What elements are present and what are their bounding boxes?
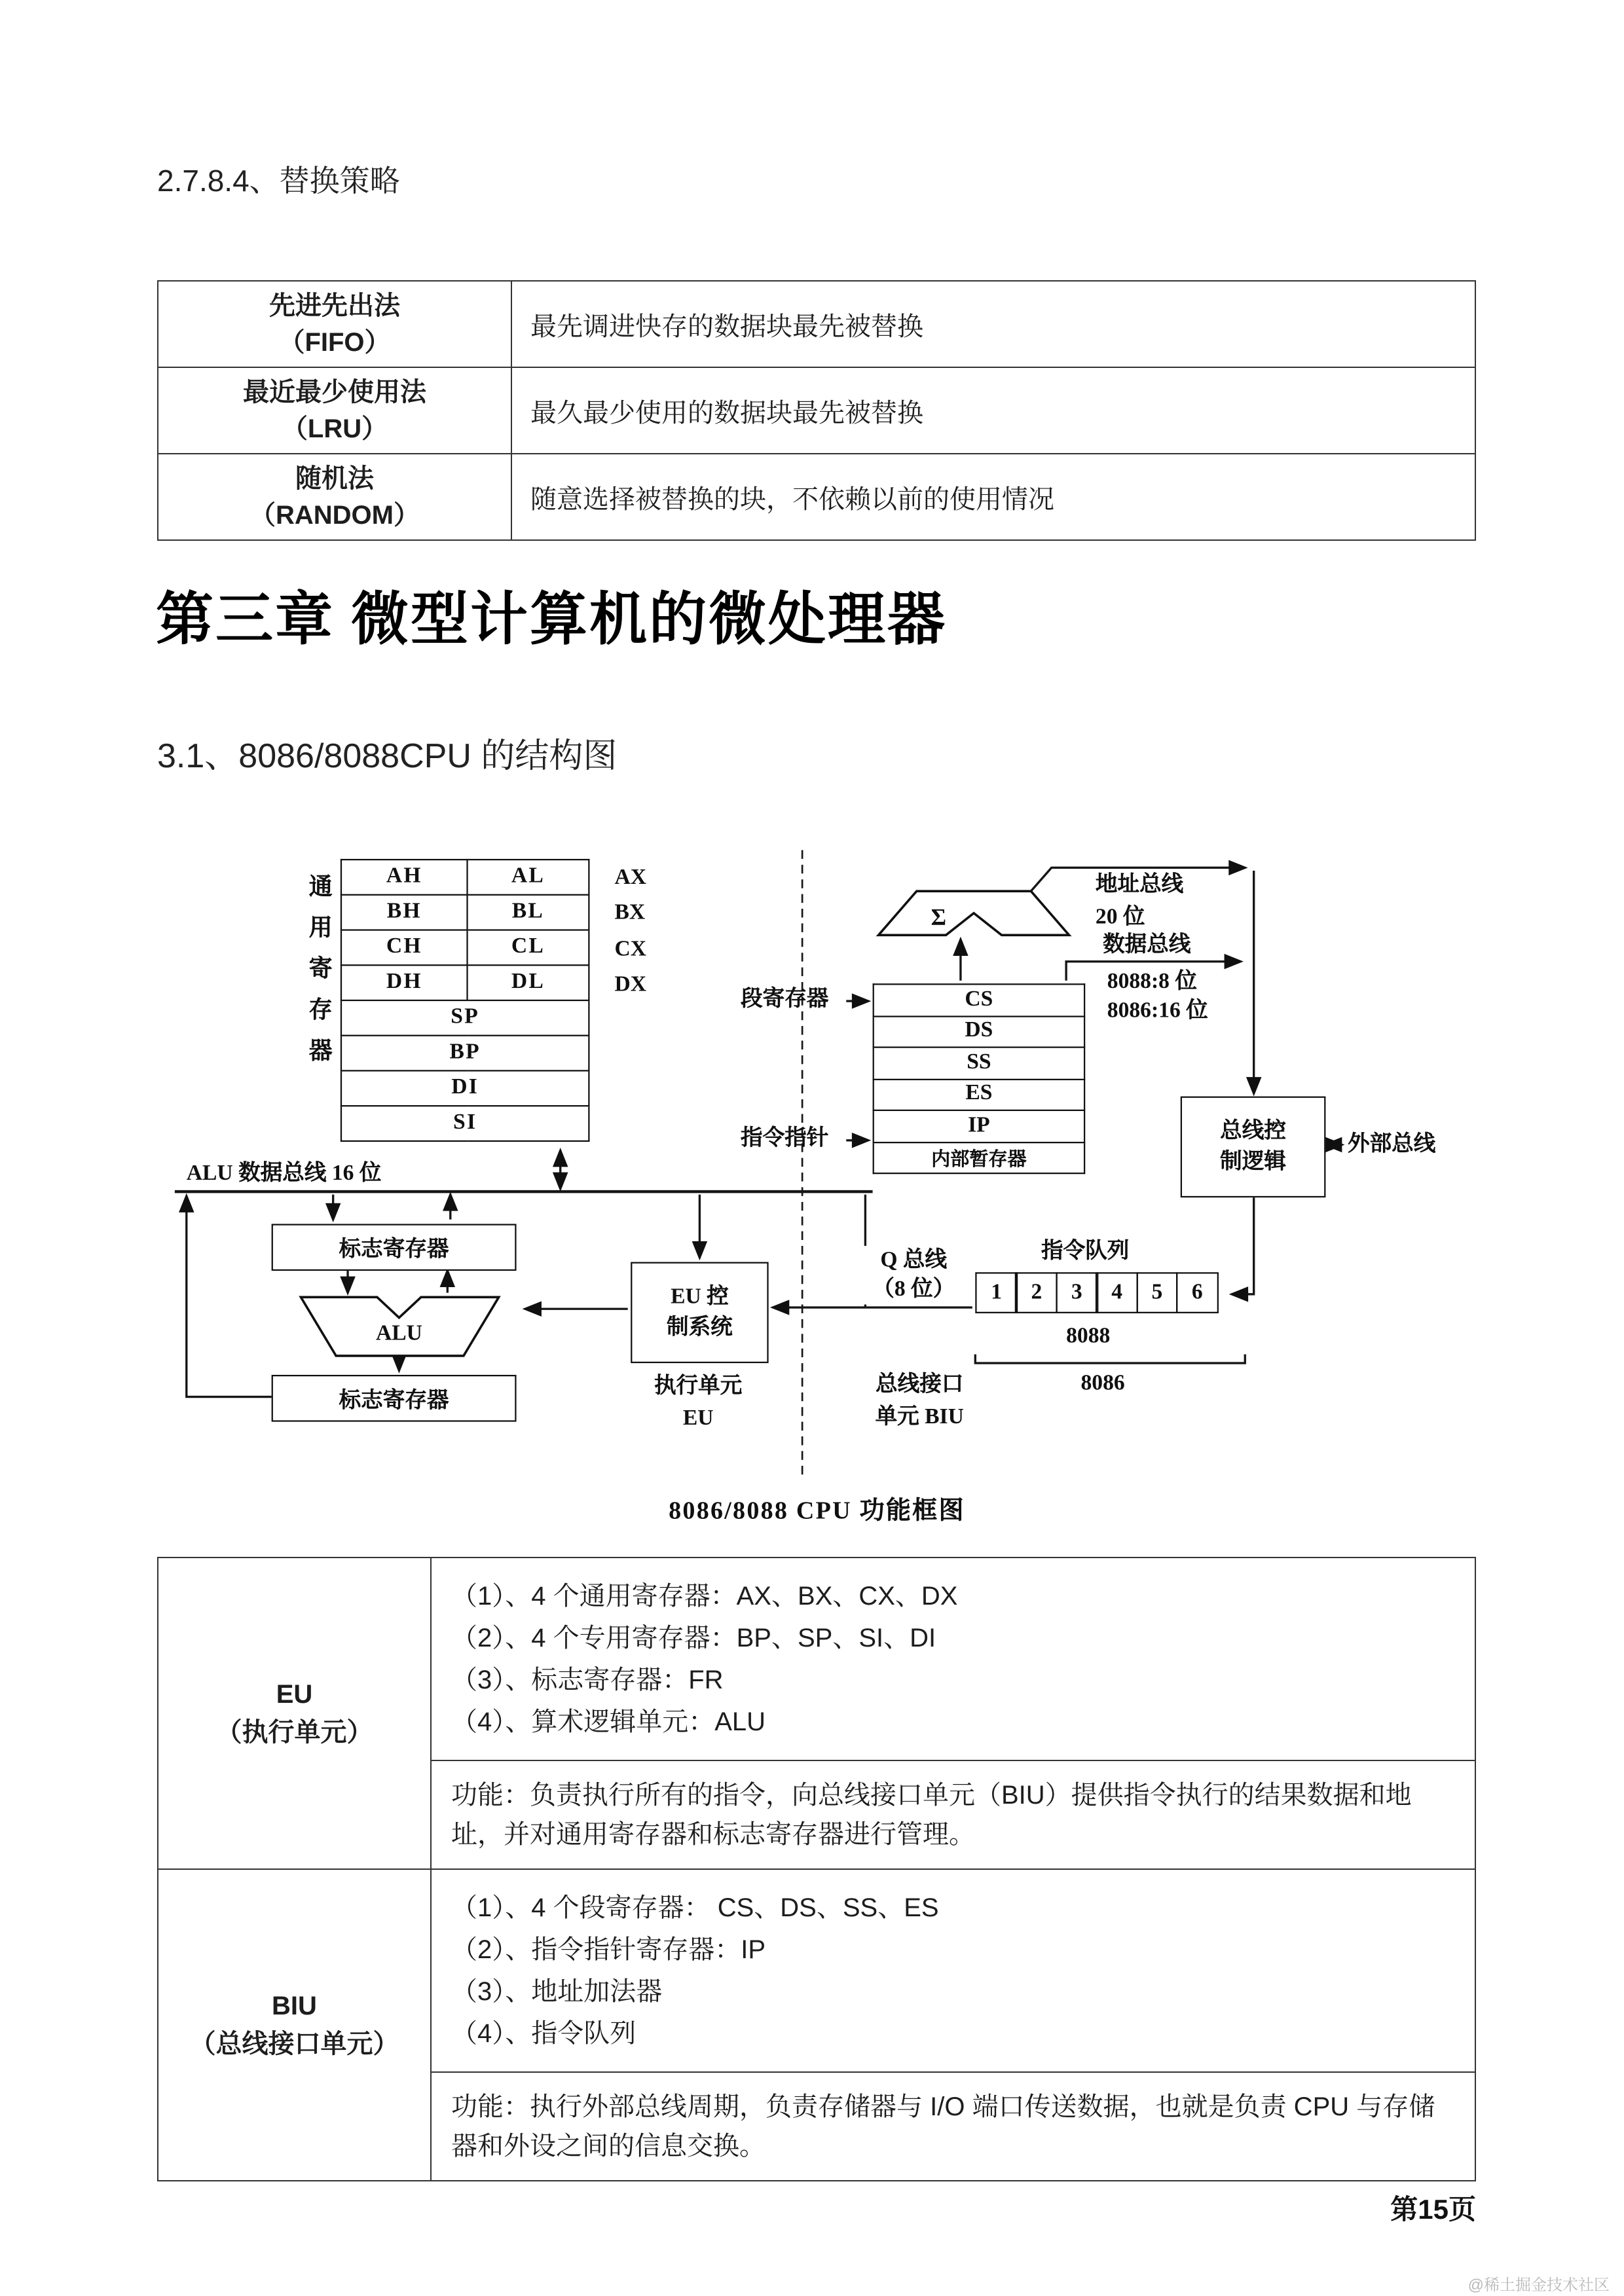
cpu-diagram-inner (157, 847, 1477, 1536)
segment-registers-label: 段寄存器 (741, 987, 829, 1011)
biu-item: （2）、指令指针寄存器：IP (451, 1935, 766, 1964)
method-name-cell (158, 454, 511, 540)
eu-name: EU (276, 1680, 313, 1709)
segment-register-cell: DS (874, 1015, 1084, 1047)
address-bus-width-label: 20 位 (1095, 905, 1145, 930)
biu-caption: 总线接口 单元 BIU (875, 1373, 964, 1429)
section-heading-replacement: 2.7.8.4、替换策略 (157, 164, 400, 198)
section-heading-cpu: 3.1、8086/8088CPU 的结构图 (157, 737, 618, 775)
instruction-queue (975, 1272, 1218, 1313)
word-register-label: AX (614, 866, 647, 890)
method-name: 最近最少使用法 (243, 378, 426, 407)
chapter-heading: 第三章 微型计算机的微处理器 (156, 589, 948, 652)
word-register-label: BX (614, 901, 646, 925)
cpu-diagram (157, 847, 1477, 1537)
queue-cell: 3 (1056, 1272, 1098, 1313)
alu-shape-label: ALU (375, 1321, 422, 1345)
segment-register-cell: IP (874, 1110, 1084, 1142)
queue-cell: 6 (1176, 1272, 1219, 1313)
label-8088: 8088 (1066, 1324, 1111, 1349)
register-cell: BP (341, 1036, 589, 1071)
eu-biu-table (157, 1557, 1476, 2181)
internal-temp-register-cell: 内部暂存器 (874, 1142, 1084, 1173)
table-row (158, 454, 1475, 540)
segment-register-cell: CS (874, 984, 1084, 1015)
table-row (158, 281, 1475, 367)
address-bus-label: 地址总线 (1095, 873, 1184, 898)
register-cell: DL (468, 965, 589, 1000)
diagram-caption: 8086/8088 CPU 功能框图 (669, 1496, 965, 1525)
eu-item: （1）、4 个通用寄存器：AX、BX、CX、DX (451, 1582, 958, 1611)
eu-control-box (631, 1262, 768, 1363)
biu-items-cell (431, 1869, 1475, 2072)
watermark: @稀土掘金技术社区 (1467, 2276, 1610, 2294)
eu-name-sub: （执行单元） (215, 1718, 373, 1747)
biu-item: （3）、地址加法器 (451, 1977, 663, 2006)
method-desc-cell: 随意选择被替换的块，不依赖以前的使用情况 (511, 454, 1475, 540)
biu-function-cell: 功能：执行外部总线周期，负责存储器与 I/O 端口传送数据，也就是负责 CPU 与存储器和外设之间的信息交换。 (431, 2072, 1475, 2181)
register-cell: DH (341, 965, 468, 1000)
queue-cell: 2 (1016, 1272, 1058, 1313)
eu-items-cell (431, 1558, 1475, 1760)
eu-control-line1: EU 控 (671, 1285, 729, 1309)
register-cell: AL (468, 860, 589, 895)
biu-name: BIU (272, 1992, 317, 2020)
register-cell: CH (341, 930, 468, 965)
table-row (158, 367, 1475, 454)
data-bus-8086-label: 8086:16 位 (1107, 999, 1208, 1023)
data-bus-8088-label: 8088:8 位 (1107, 970, 1197, 994)
label-8086: 8086 (1080, 1372, 1125, 1396)
bus-control-box (1181, 1097, 1326, 1197)
segment-register-cell: SS (874, 1048, 1084, 1079)
word-register-label: DX (614, 973, 647, 997)
eu-function-cell: 功能：负责执行所有的指令，向总线接口单元（BIU）提供指令执行的结果数据和地址，并对通用寄存器和标志寄存器进行管理。 (431, 1760, 1475, 1869)
queue-cell: 5 (1136, 1272, 1179, 1313)
register-cell: SP (341, 1000, 589, 1036)
segment-register-stack (873, 983, 1086, 1174)
biu-header-cell (158, 1869, 431, 2181)
general-registers-label: 通用寄存器 (305, 873, 331, 1079)
eu-item: （4）、算术逻辑单元：ALU (451, 1707, 766, 1736)
method-name: 先进先出法 (269, 291, 400, 320)
method-name-cell (158, 281, 511, 367)
biu-item: （4）、指令队列 (451, 2019, 637, 2048)
instruction-queue-label: 指令队列 (1041, 1240, 1130, 1264)
table-row (158, 1558, 1475, 1760)
biu-name-sub: （总线接口单元） (189, 2030, 399, 2058)
eu-control-line2: 制系统 (666, 1315, 733, 1339)
method-abbr: （FIFO） (278, 328, 391, 357)
page-number: 第15页 (1390, 2194, 1476, 2225)
word-register-label: CX (614, 938, 647, 962)
biu-item: （1）、4 个段寄存器： CS、DS、SS、ES (451, 1893, 939, 1922)
register-cell: SI (341, 1106, 589, 1141)
flag-register-bottom: 标志寄存器 (272, 1375, 517, 1422)
sigma-adder-symbol: Σ (931, 903, 947, 930)
register-cell: BH (341, 895, 468, 930)
table-row (158, 1869, 1475, 2072)
replacement-table (157, 280, 1476, 541)
instruction-pointer-label: 指令指针 (741, 1127, 829, 1151)
external-bus-label: 外部总线 (1347, 1133, 1436, 1157)
method-desc-cell: 最先调进快存的数据块最先被替换 (511, 281, 1475, 367)
alu-bus-label: ALU 数据总线 16 位 (186, 1162, 382, 1186)
queue-cell: 1 (975, 1272, 1018, 1313)
eu-item: （3）、标志寄存器：FR (451, 1666, 724, 1694)
queue-cell: 4 (1096, 1272, 1138, 1313)
data-bus-label: 数据总线 (1103, 934, 1191, 957)
eu-item: （2）、4 个专用寄存器：BP、SP、SI、DI (451, 1624, 936, 1652)
eu-header-cell (158, 1558, 431, 1869)
method-desc-cell: 最久最少使用的数据块最先被替换 (511, 367, 1475, 454)
register-cell: BL (468, 895, 589, 930)
eu-caption: 执行单元 EU (654, 1375, 743, 1431)
address-adder-shape (879, 891, 1069, 935)
register-cell: AH (341, 860, 468, 895)
q-bus-label: Q 总线 （8 位） (858, 1246, 969, 1305)
flag-register-top: 标志寄存器 (272, 1224, 517, 1271)
method-name: 随机法 (295, 464, 374, 493)
method-abbr: （RANDOM） (249, 501, 420, 530)
bus-control-line1: 总线控 (1220, 1119, 1286, 1143)
method-abbr: （LRU） (281, 414, 388, 443)
register-cell: DI (341, 1070, 589, 1106)
method-name-cell (158, 367, 511, 454)
bus-control-line2: 制逻辑 (1220, 1150, 1286, 1174)
register-cell: CL (468, 930, 589, 965)
general-register-table (341, 859, 590, 1142)
segment-register-cell: ES (874, 1079, 1084, 1110)
